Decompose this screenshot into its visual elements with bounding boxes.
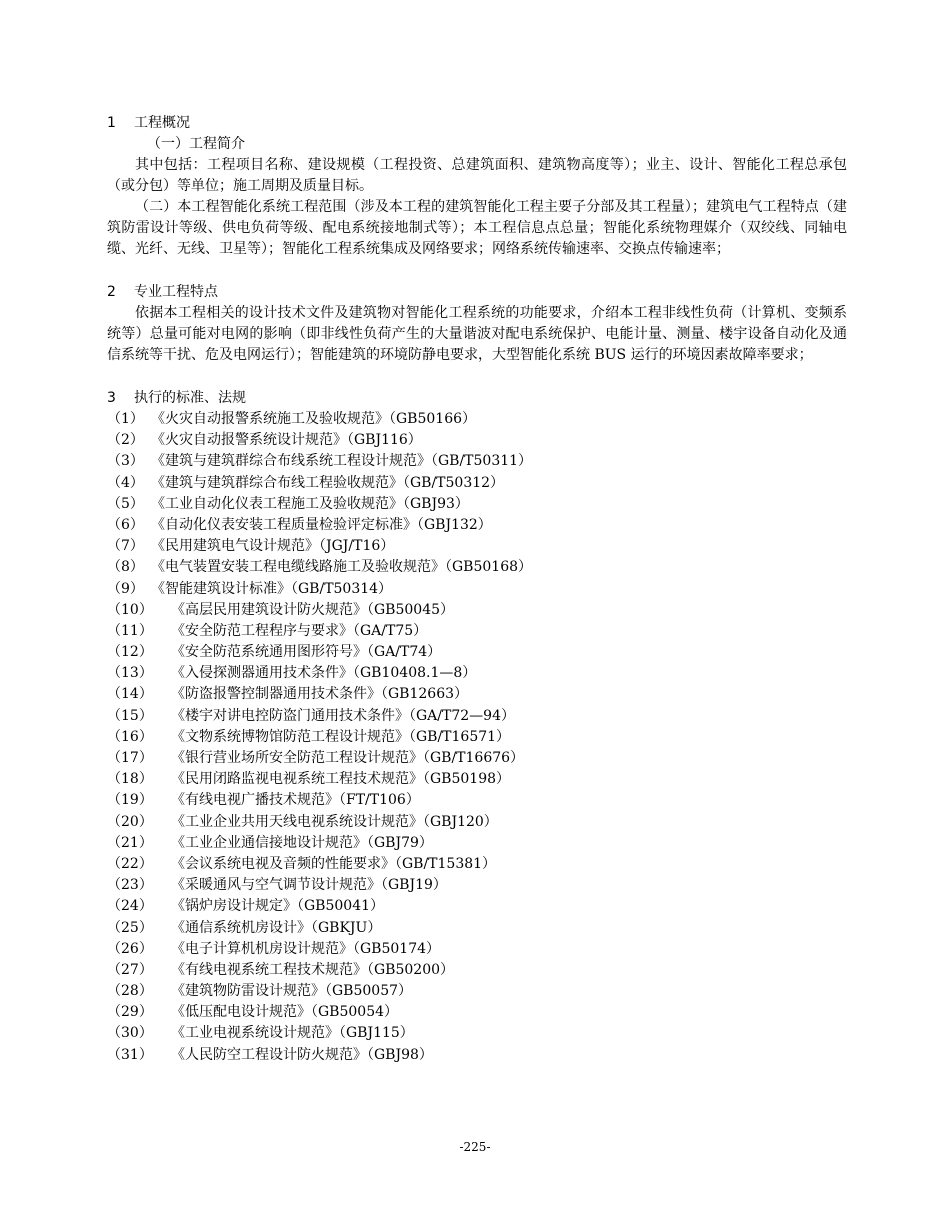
standard-title: 《建筑与建筑群综合布线系统工程设计规范》（GB/T50311） bbox=[151, 453, 533, 470]
standard-title: 《工业企业共用天线电视系统设计规范》（GBJ120） bbox=[171, 813, 498, 830]
standard-number: （18） bbox=[107, 771, 153, 788]
standard-title: 《民用建筑电气设计规范》（JGJ/T16） bbox=[151, 538, 395, 555]
standard-number: （28） bbox=[107, 983, 153, 1000]
standard-item bbox=[107, 918, 847, 939]
standard-title: 《民用闭路监视电视系统工程技术规范》（GB50198） bbox=[171, 771, 511, 788]
standard-item bbox=[107, 494, 847, 515]
standard-number: （17） bbox=[107, 750, 153, 766]
paragraph: 其中包括：工程项目名称、建设规模（工程投资、总建筑面积、建筑物高度等）；业主、设计、智能化工程总承包（或分包）等单位；施工周期及质量目标。 bbox=[107, 157, 847, 194]
section-title: 工程概况 bbox=[134, 115, 190, 131]
standard-item bbox=[107, 600, 847, 621]
standard-number: （24） bbox=[107, 898, 153, 915]
standard-title: 《电子计算机机房设计规范》（GB50174） bbox=[171, 940, 441, 957]
section-1-heading bbox=[107, 113, 847, 134]
standard-title: 《电气装置安装工程电缆线路施工及验收规范》（GB50168） bbox=[151, 559, 533, 576]
standard-title: 《有线电视系统工程技术规范》（GB50200） bbox=[171, 961, 455, 978]
standard-item bbox=[107, 515, 847, 536]
standard-item bbox=[107, 536, 847, 557]
standard-item bbox=[107, 706, 847, 727]
standard-item bbox=[107, 621, 847, 642]
standard-item bbox=[107, 451, 847, 472]
standard-number: （21） bbox=[107, 834, 153, 851]
standard-number: （7） bbox=[107, 538, 144, 555]
standard-number: （3） bbox=[107, 453, 144, 470]
standard-title: 《会议系统电视及音频的性能要求》（GB/T15381） bbox=[171, 855, 497, 872]
standard-title: 《工业电视系统设计规范》（GBJ115） bbox=[171, 1025, 414, 1042]
spacer bbox=[107, 366, 847, 388]
standard-item bbox=[107, 430, 847, 451]
standard-number: （1） bbox=[107, 411, 144, 427]
standard-item bbox=[107, 981, 847, 1002]
standard-title: 《低压配电设计规范》（GB50054） bbox=[171, 1004, 399, 1021]
standard-item bbox=[107, 748, 847, 769]
standard-title: 《有线电视广播技术规范》（FT/T106） bbox=[171, 792, 420, 809]
standard-number: （8） bbox=[107, 559, 144, 576]
standard-title: 《自动化仪表安装工程质量检验评定标准》（GBJ132） bbox=[151, 516, 492, 533]
standard-title: 《通信系统机房设计》（GBKJU） bbox=[171, 919, 382, 936]
standard-item bbox=[107, 854, 847, 875]
subsection-heading: （一）工程简介 bbox=[147, 136, 245, 152]
standard-number: （16） bbox=[107, 728, 153, 745]
standard-title: 《文物系统博物馆防范工程设计规范》（GB/T16571） bbox=[171, 728, 511, 745]
standard-title: 《建筑与建筑群综合布线工程验收规范》（GB/T50312） bbox=[151, 474, 505, 491]
standard-number: （19） bbox=[107, 792, 153, 809]
standard-title: 《火灾自动报警系统施工及验收规范》（GB50166） bbox=[151, 411, 477, 427]
standard-number: （11） bbox=[107, 622, 153, 639]
standard-number: （29） bbox=[107, 1004, 153, 1021]
standard-item bbox=[107, 409, 847, 430]
standard-title: 《银行营业场所安全防范工程设计规范》（GB/T16676） bbox=[171, 750, 525, 766]
standard-title: 《智能建筑设计标准》（GB/T50314） bbox=[151, 580, 393, 597]
standard-number: （9） bbox=[107, 580, 144, 597]
standard-item bbox=[107, 939, 847, 960]
standard-number: （31） bbox=[107, 1046, 153, 1063]
standard-title: 《锅炉房设计规定》（GB50041） bbox=[171, 898, 385, 915]
standard-item bbox=[107, 473, 847, 494]
standard-number: （13） bbox=[107, 665, 153, 682]
section-3-heading bbox=[107, 388, 847, 409]
standard-number: （10） bbox=[107, 601, 153, 618]
standard-item bbox=[107, 812, 847, 833]
spacer bbox=[107, 260, 847, 282]
standard-item bbox=[107, 579, 847, 600]
section-number: 2 bbox=[107, 284, 116, 300]
standard-number: （27） bbox=[107, 961, 153, 978]
standard-number: （6） bbox=[107, 516, 144, 533]
standard-item bbox=[107, 875, 847, 896]
standard-item bbox=[107, 833, 847, 854]
standard-number: （30） bbox=[107, 1025, 153, 1042]
standard-number: （23） bbox=[107, 877, 153, 894]
standard-item bbox=[107, 557, 847, 578]
standard-title: 《采暖通风与空气调节设计规范》（GBJ19） bbox=[171, 877, 447, 894]
standard-item bbox=[107, 769, 847, 790]
section-title: 执行的标准、法规 bbox=[134, 390, 246, 406]
standard-item bbox=[107, 1023, 847, 1044]
standard-title: 《建筑物防雷设计规范》（GB50057） bbox=[171, 983, 413, 1000]
document-body bbox=[107, 113, 847, 1066]
standard-item bbox=[107, 663, 847, 684]
standard-number: （14） bbox=[107, 686, 153, 703]
standard-item bbox=[107, 960, 847, 981]
standard-title: 《高层民用建筑设计防火规范》（GB50045） bbox=[171, 601, 455, 618]
standards-list bbox=[107, 409, 847, 1066]
standard-title: 《楼宇对讲电控防盗门通用技术条件》（GA/T72—94） bbox=[171, 707, 515, 724]
standard-item bbox=[107, 1045, 847, 1066]
standard-number: （5） bbox=[107, 495, 144, 512]
standard-number: （2） bbox=[107, 432, 144, 449]
standard-number: （20） bbox=[107, 813, 153, 830]
standard-number: （15） bbox=[107, 707, 153, 724]
standard-title: 《人民防空工程设计防火规范》（GBJ98） bbox=[171, 1046, 433, 1063]
page-number: -225- bbox=[459, 1140, 491, 1154]
standard-title: 《安全防范工程程序与要求》（GA/T75） bbox=[171, 622, 428, 639]
section-number: 1 bbox=[107, 115, 116, 131]
standard-title: 《工业企业通信接地设计规范》（GBJ79） bbox=[171, 834, 433, 851]
standard-title: 《防盗报警控制器通用技术条件》（GB12663） bbox=[171, 686, 469, 703]
standard-number: （26） bbox=[107, 940, 153, 957]
standard-item bbox=[107, 684, 847, 705]
standard-item bbox=[107, 790, 847, 811]
standard-title: 《工业自动化仪表工程施工及验收规范》（GBJ93） bbox=[151, 495, 469, 512]
standard-number: （22） bbox=[107, 855, 153, 872]
standard-item bbox=[107, 642, 847, 663]
section-2-heading bbox=[107, 282, 847, 303]
standard-title: 《火灾自动报警系统设计规范》（GBJ116） bbox=[151, 432, 422, 449]
standard-item bbox=[107, 1002, 847, 1023]
standard-number: （25） bbox=[107, 919, 153, 936]
section-number: 3 bbox=[107, 390, 116, 406]
paragraph: 依据本工程相关的设计技术文件及建筑物对智能化工程系统的功能要求，介绍本工程非线性负荷（计算机、变频系统等）总量可能对电网的影响（即非线性负荷产生的大量谐波对配电系统保护、电能计量、测量、楼宇设备自动化及通信系统等干扰、危及电网运行）；智能建筑的环境防静电要求，大型智能化系统 BUS 运行的环境因素故障率要求； bbox=[107, 305, 847, 363]
standard-item bbox=[107, 896, 847, 917]
paragraph: （二）本工程智能化系统工程范围（涉及本工程的建筑智能化工程主要子分部及其工程量）；建筑电气工程特点（建筑防雷设计等级、供电负荷等级、配电系统接地制式等）；本工程信息点总量；智能化系统物理媒介（双绞线、同轴电缆、光纤、无线、卫星等）；智能化工程系统集成及网络要求；网络系统传输速率、交换点传输速率； bbox=[107, 199, 847, 257]
section-title: 专业工程特点 bbox=[134, 284, 218, 300]
standard-item bbox=[107, 727, 847, 748]
standard-title: 《入侵探测器通用技术条件》（GB10408.1—8） bbox=[171, 665, 477, 682]
standard-number: （4） bbox=[107, 474, 144, 491]
standard-number: （12） bbox=[107, 644, 153, 661]
standard-title: 《安全防范系统通用图形符号》（GA/T74） bbox=[171, 644, 442, 661]
